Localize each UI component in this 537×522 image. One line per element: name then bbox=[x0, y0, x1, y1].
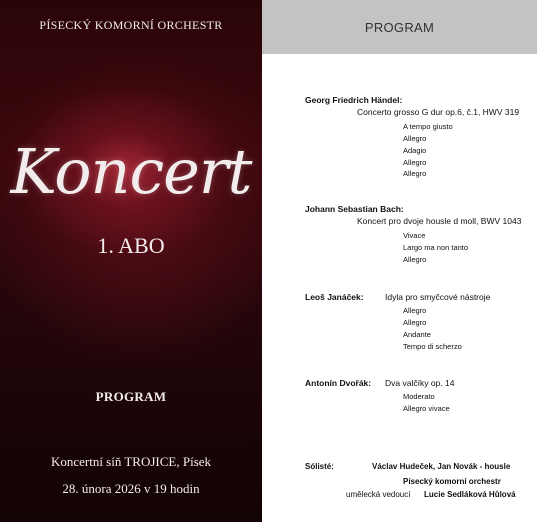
movement: Adagio bbox=[403, 146, 427, 155]
movement: Allegro bbox=[403, 306, 427, 315]
soloists: Václav Hudeček, Jan Novák - housle bbox=[372, 462, 511, 471]
movement: Allegro bbox=[403, 158, 427, 167]
movement: Allegro bbox=[403, 169, 427, 178]
concert-subtitle: 1. ABO bbox=[97, 233, 165, 258]
composer-name: Georg Friedrich Händel: bbox=[305, 95, 403, 105]
movement: Allegro bbox=[403, 318, 427, 327]
work-title: Koncert pro dvoje housle d moll, BWV 1043 bbox=[357, 216, 522, 226]
movement: Vivace bbox=[403, 231, 426, 240]
ensemble-name: Písecký komorní orchestr bbox=[403, 477, 501, 486]
orchestra-name: PÍSECKÝ KOMORNÍ ORCHESTR bbox=[39, 18, 223, 32]
movement: Largo ma non tanto bbox=[403, 243, 469, 252]
work-title: Dva valčíky op. 14 bbox=[385, 378, 455, 388]
movement: Allegro bbox=[403, 134, 427, 143]
concert-date: 28. února 2026 v 19 hodin bbox=[62, 481, 200, 496]
work-title: Idyla pro smyčcové nástroje bbox=[385, 292, 491, 302]
movement: Tempo di scherzo bbox=[403, 342, 462, 351]
program-panel bbox=[262, 0, 537, 522]
leader-name: Lucie Sedláková Hůlová bbox=[424, 490, 516, 499]
composer-name: Johann Sebastian Bach: bbox=[305, 204, 404, 214]
composer-name: Leoš Janáček: bbox=[305, 292, 364, 302]
leader-label: umělecká vedoucí bbox=[346, 490, 411, 499]
work-title: Concerto grosso G dur op.6, č.1, HWV 319 bbox=[357, 107, 520, 117]
cover-panel bbox=[0, 0, 262, 522]
program-header: PROGRAM bbox=[262, 0, 537, 54]
concert-title: Koncert bbox=[10, 135, 252, 208]
movement: Andante bbox=[403, 330, 431, 339]
soloists-label: Sólisté: bbox=[305, 462, 334, 471]
movement: Moderato bbox=[403, 392, 435, 401]
program-label: PROGRAM bbox=[95, 389, 167, 404]
venue: Koncertní síň TROJICE, Písek bbox=[50, 454, 212, 469]
movement: Allegro vivace bbox=[403, 404, 450, 413]
movement: Allegro bbox=[403, 255, 427, 264]
movement: A tempo giusto bbox=[403, 122, 453, 131]
composer-name: Antonín Dvořák: bbox=[305, 378, 372, 388]
